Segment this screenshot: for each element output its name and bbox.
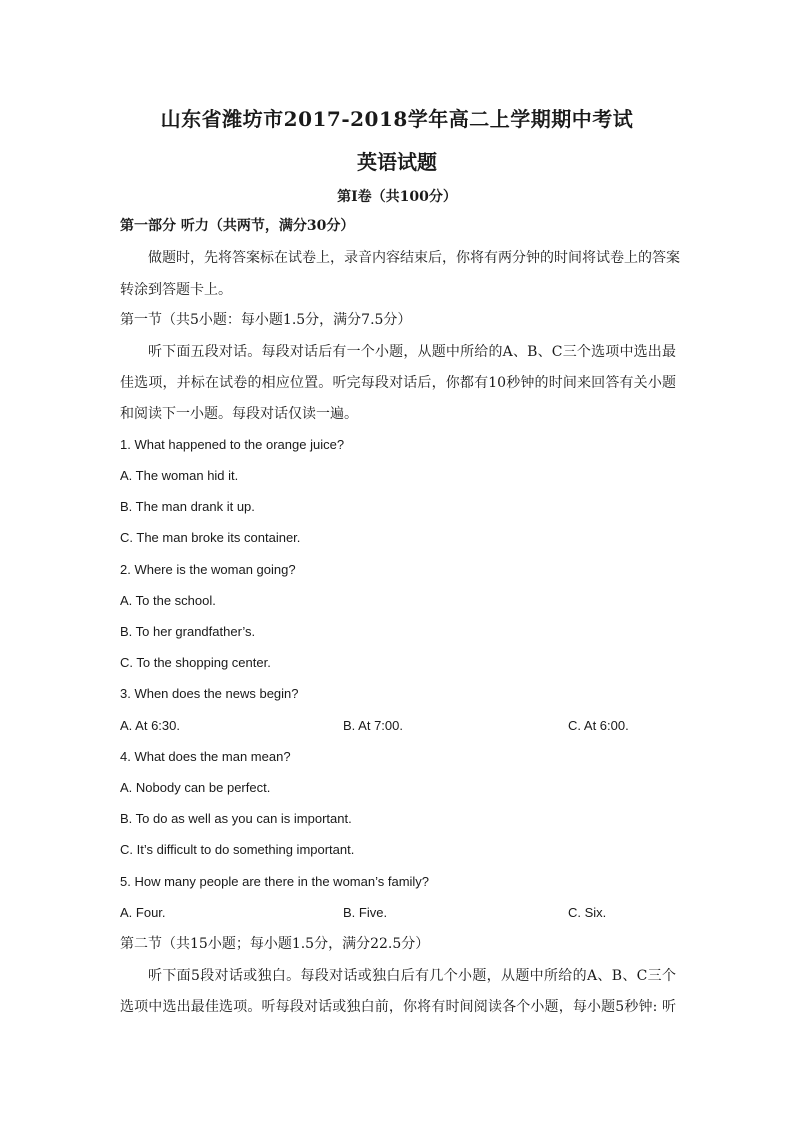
question-4-stem: 4. What does the man mean? bbox=[120, 749, 291, 764]
section2-intro-line1: 听下面5段对话或独白。每段对话或独白后有几个小题，从题中所给的A、B、C三个 bbox=[148, 968, 676, 984]
question-4-option-c: C. It’s difficult to do something important. bbox=[120, 842, 355, 857]
section2-heading: 第二节（共15小题；每小题1.5分，满分22.5分） bbox=[120, 936, 430, 952]
question-5-stem: 5. How many people are there in the woman’s family? bbox=[120, 874, 430, 889]
question-5-option-c: C. Six. bbox=[568, 905, 607, 920]
exam-title: 山东省潍坊市2017-2018学年高二上学期期中考试 bbox=[160, 107, 634, 131]
question-2-option-a: A. To the school. bbox=[120, 593, 216, 608]
question-3-option-c: C. At 6:00. bbox=[568, 718, 629, 733]
question-3-option-b: B. At 7:00. bbox=[343, 718, 403, 733]
question-2-option-c: C. To the shopping center. bbox=[120, 655, 271, 670]
section1-intro-line3: 和阅读下一小题。每段对话仅读一遍。 bbox=[120, 406, 358, 422]
section1-intro-line2: 佳选项，并标在试卷的相应位置。听完每段对话后，你都有10秒钟的时间来回答有关小题 bbox=[120, 375, 676, 391]
question-3-stem: 3. When does the news begin? bbox=[120, 686, 299, 701]
volume-title: 第Ⅰ卷（共100分） bbox=[337, 189, 457, 205]
question-3-option-a: A. At 6:30. bbox=[120, 718, 180, 733]
question-1-stem: 1. What happened to the orange juice? bbox=[120, 437, 345, 452]
part1-instructions-line1: 做题时，先将答案标在试卷上，录音内容结束后，你将有两分钟的时间将试卷上的答案 bbox=[148, 250, 680, 266]
question-2-stem: 2. Where is the woman going? bbox=[120, 562, 296, 577]
question-1-option-b: B. The man drank it up. bbox=[120, 499, 255, 514]
question-4-option-a: A. Nobody can be perfect. bbox=[120, 780, 271, 795]
section2-intro-line2: 选项中选出最佳选项。听每段对话或独白前，你将有时间阅读各个小题，每小题5秒钟: 听 bbox=[120, 999, 676, 1015]
question-1-option-c: C. The man broke its container. bbox=[120, 530, 301, 545]
part1-heading: 第一部分 听力（共两节，满分30分） bbox=[120, 218, 355, 234]
section1-intro-line1: 听下面五段对话。每段对话后有一个小题，从题中所给的A、B、C三个选项中选出最 bbox=[148, 344, 676, 360]
section1-heading: 第一节（共5小题：每小题1.5分，满分7.5分） bbox=[120, 312, 412, 328]
subject-title: 英语试题 bbox=[357, 150, 437, 174]
question-1-option-a: A. The woman hid it. bbox=[120, 468, 239, 483]
question-2-option-b: B. To her grandfather’s. bbox=[120, 624, 256, 639]
question-5-option-b: B. Five. bbox=[343, 905, 388, 920]
question-5-option-a: A. Four. bbox=[120, 905, 166, 920]
question-4-option-b: B. To do as well as you can is important. bbox=[120, 811, 352, 826]
part1-instructions-line2: 转涂到答题卡上。 bbox=[120, 282, 232, 298]
